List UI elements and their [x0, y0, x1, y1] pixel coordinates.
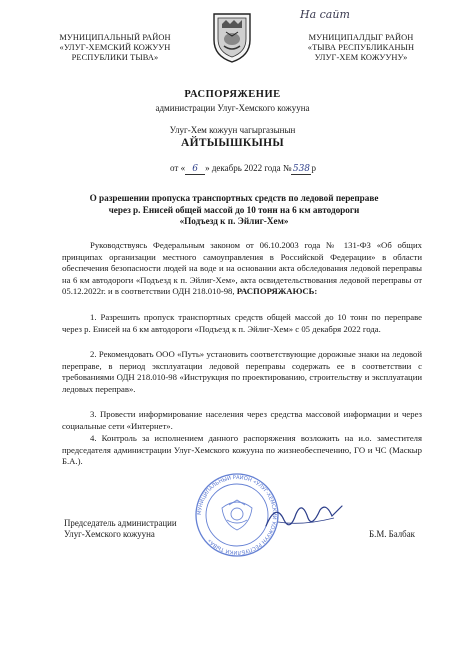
header-right [282, 33, 440, 64]
handwritten-note: На сайт [300, 8, 350, 21]
item-paragraph: 4. Контроль за исполнением данного распоряжения возложить на и.о. заместителя председателя администрации Улуг-Хемского кожууна по жизнеобеспечению, ГО и ЧС (Маскыр Б.А.). [62, 433, 422, 467]
header-left-line: «УЛУГ-ХЕМСКИЙ КОЖУУН [59, 43, 171, 53]
header-left-line: РЕСПУБЛИКИ ТЫВА» [71, 53, 159, 63]
item-paragraph: 3. Провести информирование населения через средства массовой информации и через социальные сети «Интернет». [62, 409, 422, 431]
subject-line: О разрешении пропуска транспортных средств по ледовой переправе [89, 193, 379, 203]
handwritten-signature [262, 496, 347, 534]
date-number-line [170, 163, 316, 175]
document-subtitle-ru: администрации Улуг-Хемского кожууна [155, 103, 310, 113]
intro-bold: РАСПОРЯЖАЮСЬ: [236, 286, 318, 297]
document-subject [40, 193, 428, 228]
header-right-line: УЛУГ-ХЕМ КОЖУУНУ» [314, 53, 408, 63]
item-paragraph: 1. Разрешить пропуск транспортных средств общей массой до 10 тонн по переправе через р. Енисей на 6 км автодороги «Подъезд к п. Эйлиг-Хем» с 05 декабря 2022 года. [62, 312, 422, 334]
intro-paragraph [62, 240, 422, 298]
body-item-1 [62, 312, 422, 335]
position-line: Председатель администрации [64, 518, 177, 528]
stamp-text: МУНИЦИПАЛЬНЫЙ РАЙОН «УЛУГ-ХЕМСКИЙ КОЖУУН РЕСПУБЛИКИ ТЫВА» [196, 474, 278, 556]
body-intro [62, 240, 422, 298]
subject-line: «Подъезд к п. Эйлиг-Хем» [179, 216, 289, 226]
body-item-3 [62, 409, 422, 432]
position-line: Улуг-Хемского кожууна [64, 529, 155, 539]
body-item-2 [62, 349, 422, 395]
date-prefix: от « [170, 163, 186, 173]
date-day: 6 [185, 164, 205, 175]
document-title-ru: РАСПОРЯЖЕНИЕ [184, 89, 281, 100]
body-item-4 [62, 433, 422, 468]
order-number: 538 [292, 164, 311, 174]
coat-of-arms-emblem [208, 10, 256, 64]
item-paragraph: 2. Рекомендовать ООО «Путь» установить соответствующие дорожные знаки на ледовой переправе, в период эксплуатации ледовой переправы содержать ее в соответствии с требованиями ОДН 218.010-98 «Инструкция по проектированию, строительству и эксплуатации ледовых переправ». [62, 349, 422, 394]
date-middle: » декабрь 2022 года № [205, 163, 292, 173]
intro-text: Руководствуясь Федеральным законом от 06.10.2003 года № 131-ФЗ «Об общих принципах организации местного самоуправления в Российской Федерации» в области обеспечения безопасности людей на воде и на основании акта обследования ледовой переправы на 6 км автодороги «Подъезд к п. Эйлиг-Хем», акта освидетельствования ледовой переправы от 05.12.2022г. и в соответствии ОДН 218.010-98, [62, 240, 422, 297]
header-right-line: «ТЫВА РЕСПУБЛИКАНЫН [307, 43, 415, 53]
signatory-position [64, 518, 177, 540]
header-left [36, 33, 194, 64]
document-subtitle-tyv: Улуг-Хем кожуун чагыргазынын [169, 125, 296, 135]
subject-line: через р. Енисей общей массой до 10 тонн на 6 км автодороги [108, 204, 360, 215]
number-suffix: р [311, 163, 316, 173]
header-left-line: МУНИЦИПАЛЬНЫЙ РАЙОН [59, 33, 171, 42]
header-right-line: МУНИЦИПАЛДЫГ РАЙОН [308, 33, 414, 42]
document-title-tyv: АЙТЫЫШКЫНЫ [180, 137, 284, 149]
signatory-name: Б.М. Балбак [369, 529, 415, 539]
